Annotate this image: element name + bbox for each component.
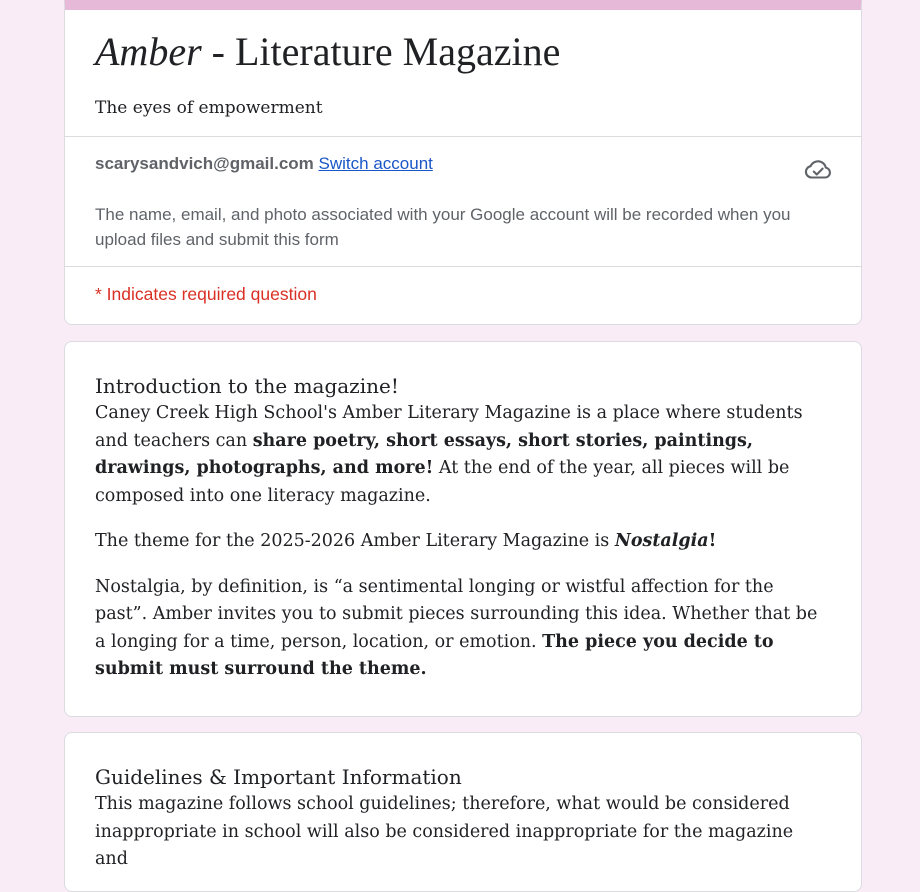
intro-p3-bold: The piece you decide to submit must surround the theme. [95,631,774,679]
account-email: scarysandvich@gmail.com [95,154,314,173]
form-title-rest: - Literature Magazine [201,29,561,74]
theme-name: Nostalgia [614,531,709,551]
intro-paragraph-2 [95,528,831,556]
account-notice: The name, email, and photo associated with your Google account will be recorded when you upload files and submit this form [95,205,791,249]
section-title: Guidelines & Important Information [95,765,462,789]
switch-account-link[interactable]: Switch account [318,154,433,173]
intro-section-card [64,341,862,717]
intro-p1-text-end: At the end of the year, all pieces will be composed into one literacy magazine. [95,458,790,506]
intro-p1-text: Caney Creek High School's Amber Literary Magazine is a place where students and teachers can [95,403,803,451]
divider [65,266,861,267]
account-row [95,152,433,176]
intro-paragraph-3 [95,574,831,684]
divider [65,136,861,137]
section-title: Introduction to the magazine! [95,374,399,398]
intro-p1-bold: share poetry, short essays, short stories, paintings, drawings, photographs, and more! [95,430,753,478]
cloud-check-icon[interactable] [803,154,833,184]
intro-p2-text: The theme for the 2025-2026 Amber Literary Magazine is [95,531,615,551]
guidelines-paragraph: This magazine follows school guidelines; therefore, what would be considered inappropriate in school will also be considered inappropriate for the magazine and [95,794,794,869]
form-header-card [64,0,862,325]
guidelines-section-card [64,732,862,892]
required-note: * Indicates required question [95,284,317,304]
form-title [95,22,560,82]
intro-paragraph-1 [95,400,831,510]
theme-exclaim: ! [708,531,717,551]
intro-p3-text: Nostalgia, by definition, is “a sentimental longing or wistful affection for the past”. Amber invites you to submit pieces surrounding this idea. Whether that be a longing for a time, person, location, or emotion. [95,576,818,652]
form-title-italic: Amber [95,29,202,74]
form-description: The eyes of empowerment [95,98,323,118]
